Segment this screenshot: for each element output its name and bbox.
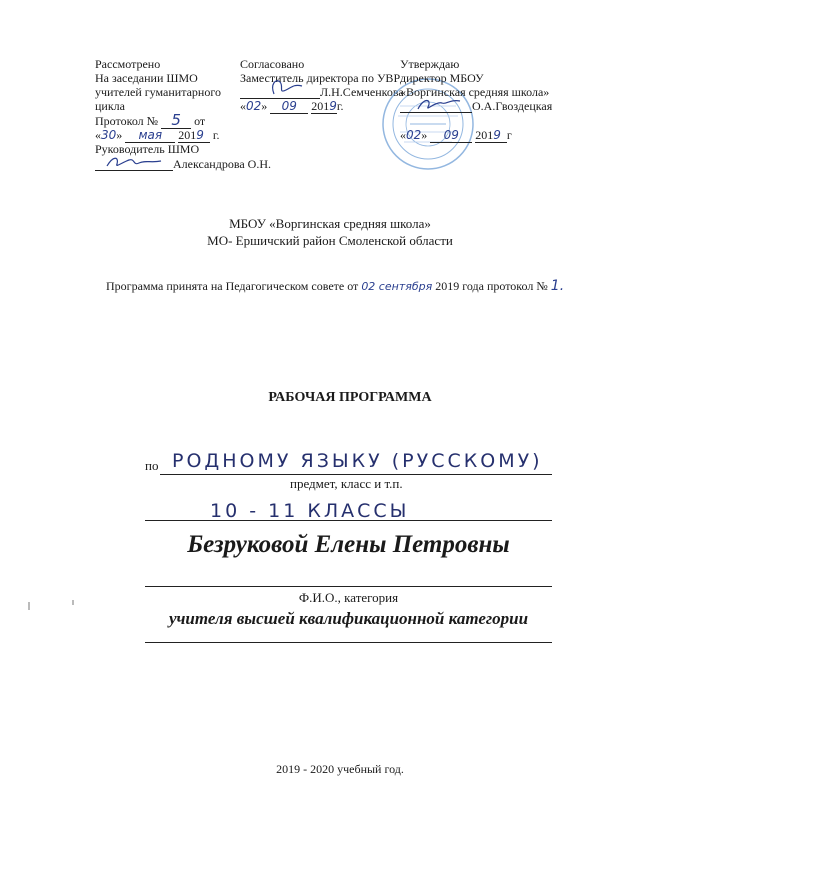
school-district: МО- Ершичский район Смоленской области xyxy=(207,233,453,248)
agreed-line1: Заместитель директора по УВР xyxy=(240,71,401,85)
signature-icon xyxy=(268,76,308,98)
grade-handwritten: 10 - 11 КЛАССЫ xyxy=(210,500,410,522)
agreed-year-prefix: 201 xyxy=(311,99,330,113)
reviewed-line3: цикла xyxy=(95,99,125,113)
subject-caption: предмет, класс и т.п. xyxy=(290,476,403,491)
agreed-title: Согласовано xyxy=(240,57,305,71)
approved-date: «02» 09 2019 г xyxy=(400,128,512,142)
reviewed-year-digit: 9 xyxy=(196,128,204,142)
subject-handwritten: РОДНОМУ ЯЗЫКУ (РУССКОМУ) xyxy=(172,450,543,472)
reviewed-date-suffix: г. xyxy=(212,128,220,142)
approved-date-day: 02 xyxy=(406,128,422,142)
agreed-date-month: 09 xyxy=(281,99,297,113)
scan-speck xyxy=(72,600,74,605)
signature-icon xyxy=(105,154,165,170)
reviewed-head-signature-line xyxy=(95,157,271,171)
category-underline xyxy=(145,642,552,643)
approved-date-month: 09 xyxy=(443,128,459,142)
reviewed-date-month: мая xyxy=(138,128,163,142)
reviewed-head-label: Руководитель ШМО xyxy=(95,142,200,156)
teacher-name: Безруковой Елены Петровны xyxy=(187,531,510,558)
protocol-number: 5 xyxy=(171,111,181,129)
adoption-year: 2019 года протокол № xyxy=(435,279,548,293)
agreed-date-suffix: г. xyxy=(336,99,344,113)
approved-year-prefix: 201 xyxy=(475,128,494,142)
fio-underline xyxy=(145,586,552,587)
adoption-number: 1. xyxy=(550,278,565,294)
program-title: РАБОЧАЯ ПРОГРАММА xyxy=(268,390,432,405)
agreed-name: Л.Н.Семченкова xyxy=(320,85,404,99)
agreed-date-day: 02 xyxy=(246,99,262,113)
teacher-category: учителя высшей квалификационной категории xyxy=(168,609,529,628)
protocol-prefix: Протокол № xyxy=(95,114,159,128)
po-label: по xyxy=(145,458,159,473)
reviewed-title: Рассмотрено xyxy=(95,57,161,71)
approved-line1: директор МБОУ xyxy=(400,71,484,85)
fio-caption: Ф.И.О., категория xyxy=(298,590,399,605)
adoption-prefix: Программа принята на Педагогическом совете от xyxy=(106,279,359,293)
agreed-year-digit: 9 xyxy=(329,99,337,113)
protocol-suffix: от xyxy=(194,114,206,128)
agreed-date: «02» 09 2019г. xyxy=(240,99,344,113)
adoption-line xyxy=(106,279,564,294)
approved-title: Утверждаю xyxy=(400,57,460,71)
approved-name: О.А.Гвоздецкая xyxy=(472,99,553,113)
approved-signature-line xyxy=(400,99,552,113)
approved-line2: «Воргинская средняя школа» xyxy=(400,85,550,99)
reviewed-line2: учителей гуманитарного xyxy=(95,85,221,99)
reviewed-date-day: 30 xyxy=(101,128,117,142)
scan-speck xyxy=(28,602,30,610)
reviewed-date: «30» мая 2019 г. xyxy=(95,128,220,142)
adoption-date: 02 сентября xyxy=(361,280,433,293)
reviewed-protocol xyxy=(95,113,205,129)
reviewed-year-prefix: 201 xyxy=(178,128,197,142)
approved-year-digit: 9 xyxy=(493,128,501,142)
reviewed-head-name: Александрова О.Н. xyxy=(173,157,272,171)
reviewed-line1: На заседании ШМО xyxy=(95,71,198,85)
signature-icon xyxy=(414,95,464,113)
approved-date-suffix: г xyxy=(506,128,512,142)
academic-year: 2019 - 2020 учебный год. xyxy=(276,762,404,776)
school-name: МБОУ «Воргинская средняя школа» xyxy=(229,216,431,231)
subject-underline xyxy=(160,474,552,475)
grade-underline xyxy=(145,520,552,521)
